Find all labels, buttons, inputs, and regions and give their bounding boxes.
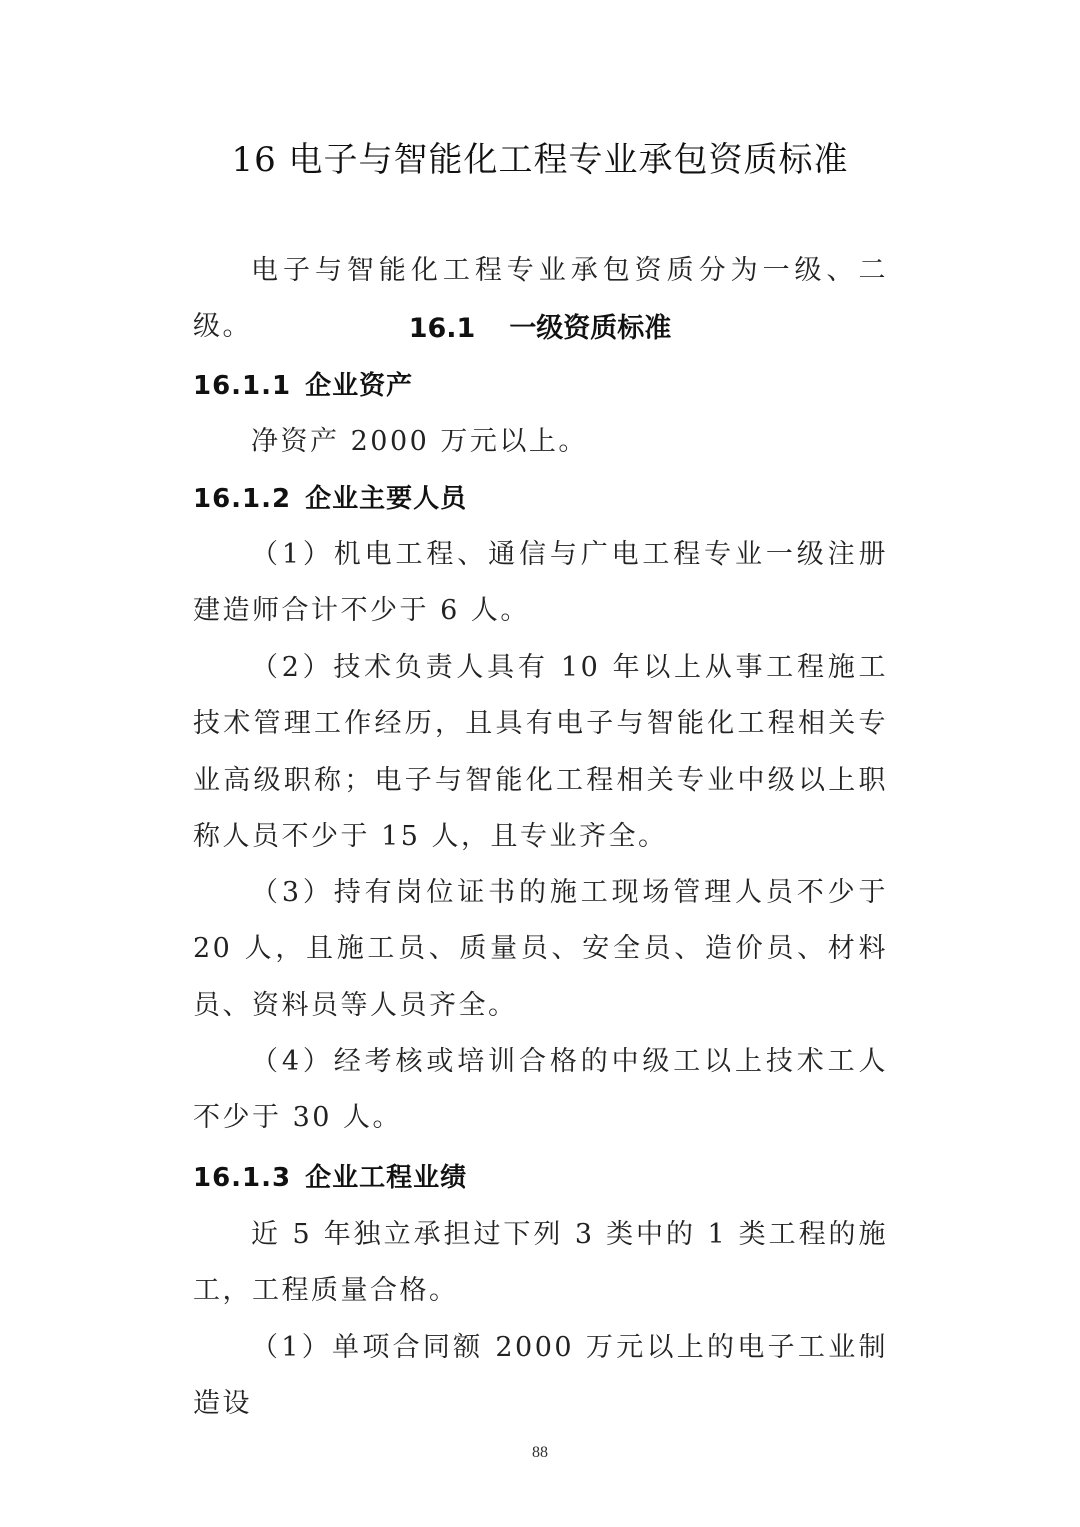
performance-item-1: （1）单项合同额 2000 万元以上的电子工业制造设 (193, 1332, 888, 1420)
page-title: 16 电子与智能化工程专业承包资质标准 (231, 140, 849, 180)
personnel-item-3: （3）持有岗位证书的施工现场管理人员不少于 20 人，且施工员、质量员、安全员、造价员、材料员、资料员等人员齐全。 (193, 877, 888, 1021)
performance-paragraph: 近 5 年独立承担过下列 3 类中的 1 类工程的施工，工程质量合格。 (193, 1219, 888, 1307)
subsection-label: 企业资产 (305, 371, 414, 401)
subsection-label: 企业主要人员 (305, 484, 468, 514)
personnel-item-4: （4）经考核或培训合格的中级工以上技术工人不少于 30 人。 (193, 1046, 888, 1134)
section-number: 16.1 (408, 313, 476, 344)
personnel-item-2: （2）技术负责人具有 10 年以上从事工程施工技术管理工作经历，且具有电子与智能化工程相关专业高级职称；电子与智能化工程相关专业中级以上职称人员不少于 15 人，且专业齐全。 (193, 652, 888, 852)
page-number: 88 (532, 1444, 548, 1461)
subsection-number: 16.1.3 (193, 1163, 292, 1193)
intro-paragraph: 电子与智能化工程专业承包资质分为一级、二级。 (193, 255, 888, 343)
subsection-number: 16.1.2 (193, 484, 292, 514)
personnel-item-1: （1）机电工程、通信与广电工程专业一级注册建造师合计不少于 6 人。 (193, 539, 888, 627)
assets-paragraph: 净资产 2000 万元以上。 (251, 426, 588, 457)
subsection-heading-performance (193, 1154, 893, 1202)
subsection-heading-personnel (193, 475, 893, 523)
section-label: 一级资质标准 (509, 313, 672, 344)
subsection-number: 16.1.1 (193, 371, 292, 401)
section-heading (0, 305, 1080, 353)
subsection-label: 企业工程业绩 (305, 1163, 468, 1193)
subsection-heading-assets (193, 362, 893, 410)
